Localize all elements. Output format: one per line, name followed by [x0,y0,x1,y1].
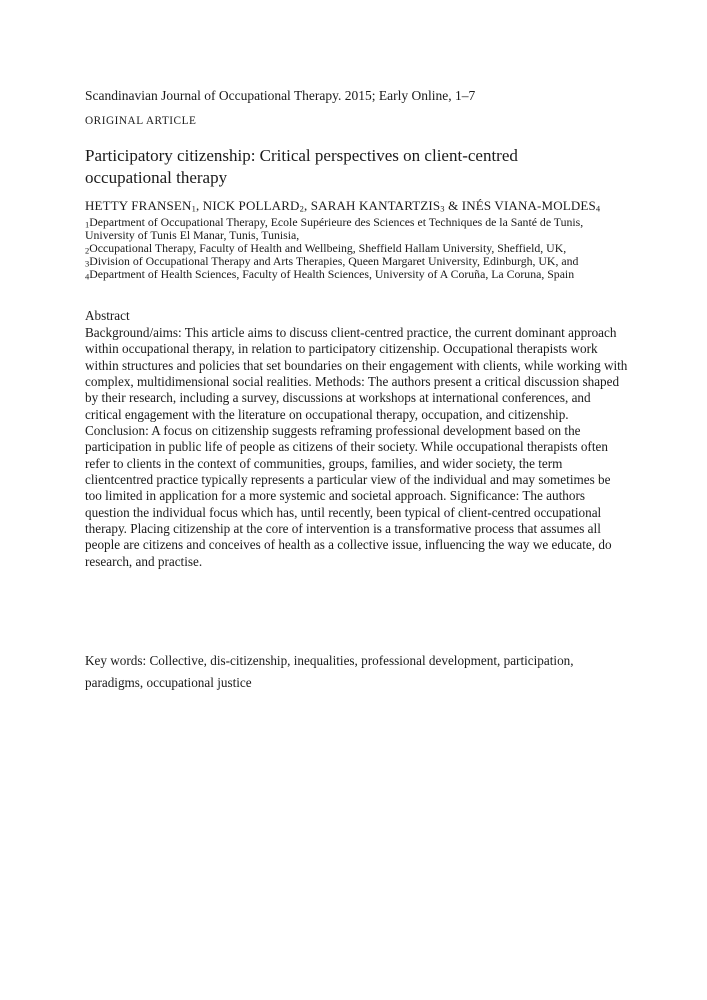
affiliation-mark: 1 [85,219,90,230]
article-title-line2: occupational therapy [85,167,228,187]
abstract-body: Background/aims: This article aims to discuss client-centred practice, the current dominant approach within occupational therapy, in relation to participatory citizenship. Occupational therapists work within structures and policies that set boundaries on their engagement with clients, while working with complex, multidimensional social realities. Methods: The authors present a critical discussion shaped by their research, including a survey, discussions at workshops at international conferences, and critical engagement with the literature on occupational therapy, occupation, and citizenship. Conclusion: A focus on citizenship suggests reframing professional development based on the participation in public life of people as citizens of their society. While occupational therapists often refer to clients in the context of communities, groups, families, and wider society, the term clientcentred practice typically represents a particular view of the individual and may sometimes be too limited in application for a more systemic and societal approach. Significance: The authors question the individual focus which has, until recently, been typical of client-centred occupational therapy. Placing citizenship at the core of intervention is a transformative process that assumes all people are citizens and conceives of health as a collective issue, influencing the way we educate, do research, and practise. [85,325,628,569]
affiliation-mark: 2 [85,245,90,256]
abstract-heading: Abstract [85,308,130,323]
keywords-line [85,650,628,694]
author-name: HETTY FRANSEN [85,198,192,213]
affiliation-text: Department of Health Sciences, Faculty of Health Sciences, University of A Coruña, La Coruna, Spain [89,267,575,282]
author-name: SARAH KANTARTZIS [310,198,441,213]
journal-header-line: Scandinavian Journal of Occupational Therapy. 2015; Early Online, 1–7 [85,88,476,103]
affiliation-mark: 4 [85,271,90,282]
keywords-text: Collective, dis-citizenship, inequalities, professional development, participation, paradigms, occupational justice [85,653,574,690]
authors-line [85,198,628,214]
author-separator: , [195,198,203,213]
author-separator: & [444,198,462,213]
article-type-label: ORIGINAL ARTICLE [85,115,197,127]
affiliation-text: Division of Occupational Therapy and Arts Therapies, Queen Margaret University, Edinburgh, UK, and [89,254,579,269]
keywords-label: Key words: [85,653,147,668]
article-title-line1: Participatory citizenship: Critical perspectives on client-centred [85,146,518,165]
affiliation-text: Occupational Therapy, Faculty of Health and Wellbeing, Sheffield Hallam University, Sheffield, UK, [89,241,567,256]
affiliation-text: Department of Occupational Therapy, Ecole Supérieure des Sciences et Techniques de la Santé de Tunis, University of Tunis El Manar, Tunis, Tunisia, [85,215,584,243]
affiliation-entry [85,216,628,242]
author-affiliation-mark: 4 [595,203,601,214]
article-title [85,145,628,188]
author-affiliation-mark: 2 [299,203,304,214]
author-name: NICK POLLARD [202,198,300,213]
author-name: INÉS VIANA-MOLDES [461,198,596,213]
affiliations-block [85,216,628,281]
author-affiliation-mark: 3 [440,203,445,214]
author-separator: , [303,198,311,213]
affiliation-entry [85,268,628,281]
affiliation-mark: 3 [85,258,90,269]
author-affiliation-mark: 1 [191,203,196,214]
